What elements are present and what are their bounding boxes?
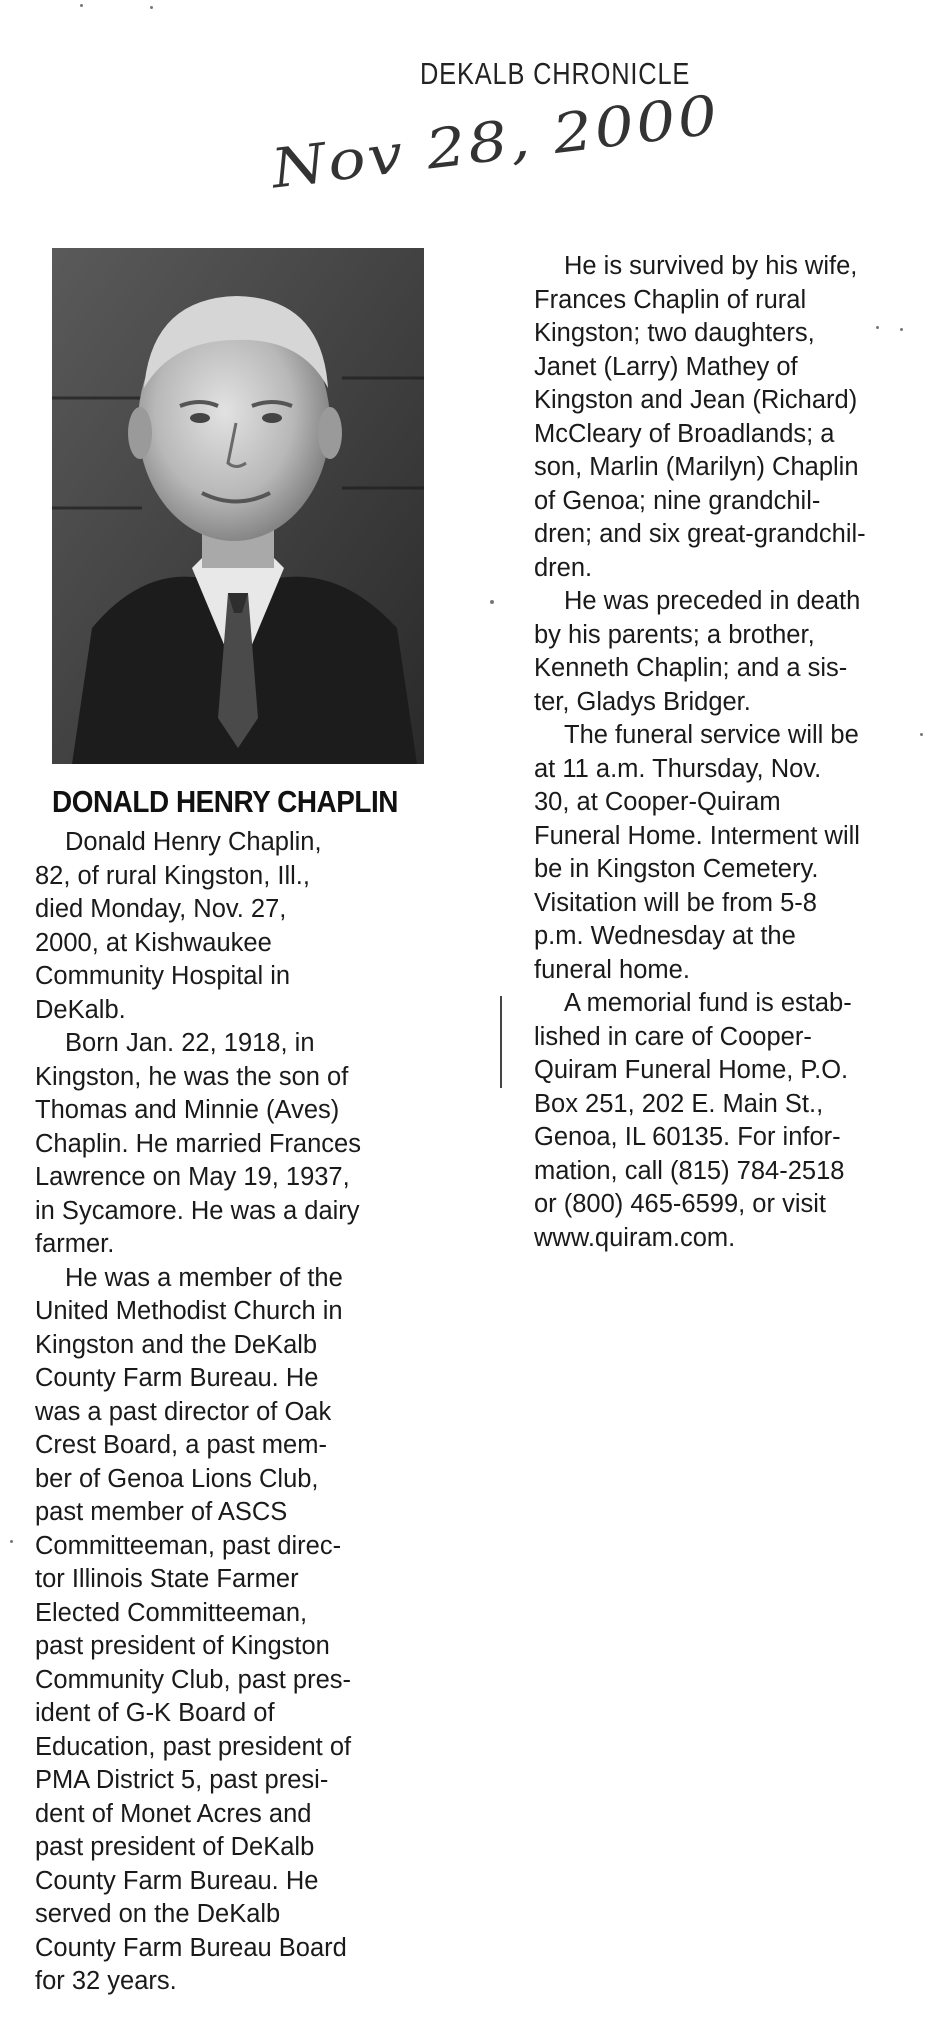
text-line: Genoa, IL 60135. For infor- — [534, 1123, 841, 1151]
scan-speck — [876, 326, 879, 329]
portrait-photo — [52, 248, 424, 764]
text-line: 30, at Cooper-Quiram — [534, 788, 781, 816]
text-line: Education, past president of — [35, 1732, 352, 1761]
text-line: County Farm Bureau Board — [35, 1933, 347, 1962]
scan-speck — [490, 600, 494, 604]
text-line: Frances Chaplin of rural — [534, 285, 807, 314]
text-line: Kingston and Jean (Richard) — [534, 386, 858, 414]
text-line: dren; and six great-grandchil- — [534, 520, 866, 548]
text-line: for 32 years. — [35, 1967, 177, 1995]
text-line: farmer. — [35, 1230, 115, 1258]
text-line: be in Kingston Cemetery. — [534, 855, 819, 883]
text-line: Born Jan. 22, 1918, in — [65, 1029, 315, 1057]
text-line: www.quiram.com. — [534, 1223, 736, 1252]
text-line: Crest Board, a past mem- — [35, 1431, 327, 1459]
text-line: mation, call (815) 784-2518 — [534, 1156, 845, 1185]
text-line: lished in care of Cooper- — [534, 1022, 812, 1051]
text-line: was a past director of Oak — [35, 1397, 332, 1426]
text-line: ber of Genoa Lions Club, — [35, 1464, 319, 1493]
text-line: p.m. Wednesday at the — [534, 922, 796, 950]
text-line: served on the DeKalb — [35, 1900, 281, 1928]
text-line: Quiram Funeral Home, P.O. — [534, 1056, 849, 1084]
text-line: Community Club, past pres- — [35, 1665, 352, 1694]
text-line: Thomas and Minnie (Aves) — [35, 1096, 340, 1124]
text-line: Kingston, he was the son of — [35, 1062, 349, 1091]
text-line: Visitation will be from 5-8 — [534, 888, 817, 917]
scan-speck — [150, 6, 153, 9]
text-line: of Genoa; nine grandchil- — [534, 486, 821, 515]
paragraph-funeral — [534, 719, 914, 987]
text-line: County Farm Bureau. He — [35, 1364, 319, 1392]
text-line: Kingston; two daughters, — [534, 319, 815, 347]
text-line: Lawrence on May 19, 1937, — [35, 1163, 350, 1191]
paragraph-memorial — [534, 987, 914, 1255]
text-line: McCleary of Broadlands; a — [534, 419, 835, 448]
text-line: or (800) 465-6599, or visit — [534, 1190, 826, 1218]
text-line: He was preceded in death — [564, 587, 861, 615]
text-line: Janet (Larry) Mathey of — [534, 352, 798, 381]
scan-speck — [10, 1540, 13, 1543]
text-line: Kenneth Chaplin; and a sis- — [534, 654, 848, 682]
text-line: past president of Kingston — [35, 1632, 330, 1660]
text-line: United Methodist Church in — [35, 1297, 343, 1325]
publication-name: DEKALB CHRONICLE — [420, 56, 691, 91]
text-line: Committeeman, past direc- — [35, 1531, 342, 1560]
text-line: A memorial fund is estab- — [564, 989, 852, 1017]
column-rule-mark — [500, 996, 502, 1088]
paragraph-survivors — [534, 250, 914, 585]
text-line: Donald Henry Chaplin, — [65, 828, 322, 856]
text-line: Chaplin. He married Frances — [35, 1129, 361, 1158]
text-line: funeral home. — [534, 955, 690, 984]
left-column — [35, 826, 435, 1999]
paragraph-birth — [35, 1027, 435, 1262]
text-line: PMA District 5, past presi- — [35, 1766, 329, 1794]
right-column — [534, 250, 914, 1255]
text-line: Funeral Home. Interment will — [534, 821, 860, 850]
scan-speck — [900, 328, 903, 331]
text-line: He was a member of the — [65, 1263, 343, 1292]
text-line: 2000, at Kishwaukee — [35, 928, 272, 957]
text-line: son, Marlin (Marilyn) Chaplin — [534, 453, 859, 481]
text-line: ter, Gladys Bridger. — [534, 687, 751, 716]
scan-speck — [80, 4, 83, 7]
text-line: Kingston and the DeKalb — [35, 1330, 318, 1359]
text-line: died Monday, Nov. 27, — [35, 895, 287, 923]
text-line: by his parents; a brother, — [534, 620, 815, 649]
text-line: in Sycamore. He was a dairy — [35, 1196, 360, 1225]
text-line: dent of Monet Acres and — [35, 1799, 312, 1828]
scan-speck — [920, 733, 923, 736]
text-line: ident of G-K Board of — [35, 1699, 275, 1727]
text-line: DeKalb. — [35, 995, 126, 1024]
text-line: County Farm Bureau. He — [35, 1866, 319, 1895]
text-line: past president of DeKalb — [35, 1833, 315, 1861]
text-line: He is survived by his wife, — [564, 252, 858, 280]
text-line: Box 251, 202 E. Main St., — [534, 1089, 824, 1118]
text-line: 82, of rural Kingston, Ill., — [35, 861, 310, 890]
paragraph-memberships — [35, 1262, 435, 1999]
text-line: Elected Committeeman, — [35, 1598, 308, 1627]
paragraph-death-notice — [35, 826, 435, 1027]
text-line: The funeral service will be — [564, 721, 859, 749]
handwritten-date: Nov 28, 2000 — [268, 83, 724, 201]
text-line: Community Hospital in — [35, 962, 291, 990]
text-line: tor Illinois State Farmer — [35, 1565, 299, 1593]
text-line: at 11 a.m. Thursday, Nov. — [534, 754, 822, 783]
text-line: dren. — [534, 553, 593, 582]
text-line: past member of ASCS — [35, 1498, 288, 1526]
obituary-headline: DONALD HENRY CHAPLIN — [52, 784, 398, 819]
paragraph-preceded — [534, 585, 914, 719]
